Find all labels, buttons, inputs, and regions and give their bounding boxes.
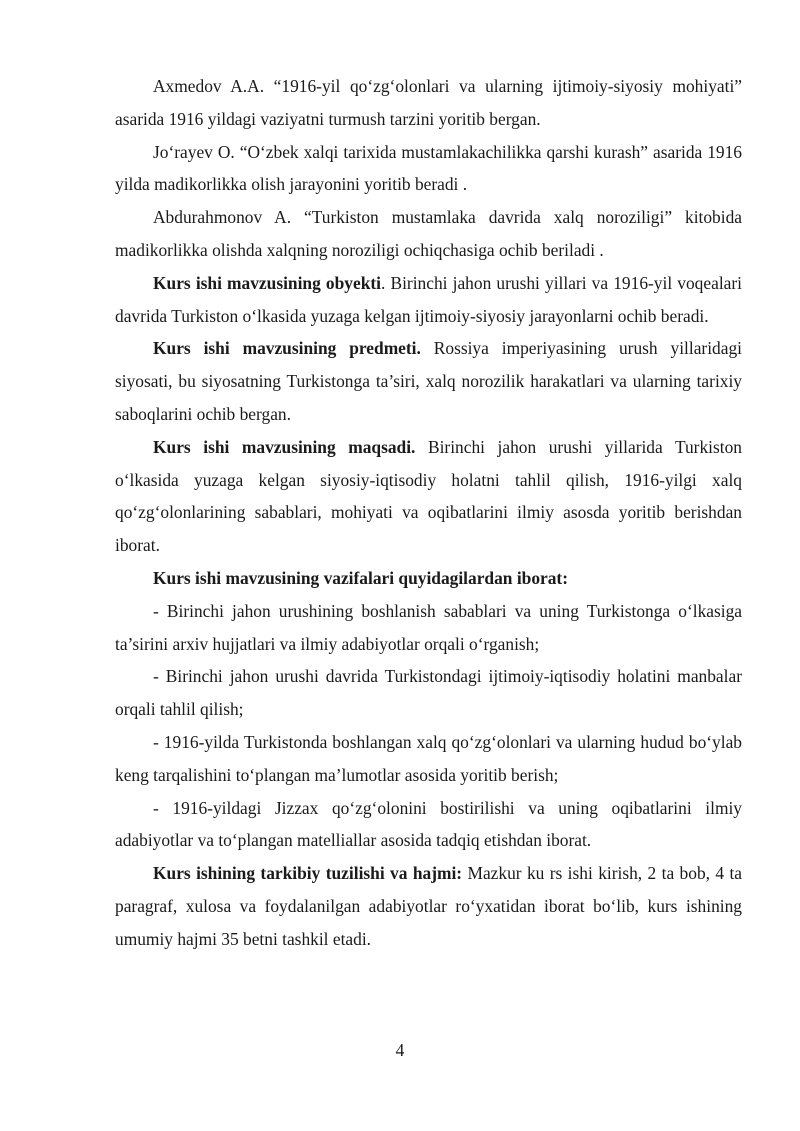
paragraph-heading: Kurs ishi mavzusining predmeti. xyxy=(153,338,421,359)
paragraph-text: Abdurahmonov A. “Turkiston mustamlaka davrida xalq noroziligi” kitobida madikorlikka olishda xalqning noroziligi ochiqchasiga ochib beriladi . xyxy=(115,207,742,260)
paragraph-heading: Kurs ishi mavzusining obyekti xyxy=(153,272,382,293)
page-number: 4 xyxy=(395,1040,405,1060)
list-item-text: - Birinchi jahon urushining boshlanish sabablari va uning Turkistonga o‘lkasiga ta’sirini arxiv hujjatlari va ilmiy adabiyotlar orqali o‘rganish; xyxy=(115,600,742,654)
paragraph-heading: Kurs ishi mavzusining maqsadi. xyxy=(153,436,416,457)
list-item xyxy=(115,792,742,858)
paragraph-vazifalar-heading xyxy=(115,562,742,595)
paragraph-jorayev xyxy=(115,136,742,202)
paragraph-heading: Kurs ishining tarkibiy tuzilishi va hajmi: xyxy=(153,863,463,884)
list-item-text: - 1916-yilda Turkistonda boshlangan xalq qo‘zg‘olonlari va ularning hudud bo‘ylab keng tarqalishini to‘plangan ma’lumotlar asosida yoritib berish; xyxy=(115,731,742,785)
paragraph-text: Jo‘rayev O. “O‘zbek xalqi tarixida mustamlakachilikka qarshi kurash” asarida 1916 yilda madikorlikka olish jarayonini yoritib beradi . xyxy=(115,141,742,195)
paragraph-abdurahmonov xyxy=(115,201,742,267)
list-item xyxy=(115,595,742,661)
list-item-text: - Birinchi jahon urushi davrida Turkistondagi ijtimoiy-iqtisodiy holatini manbalar orqali tahlil qilish; xyxy=(115,666,742,720)
document-body xyxy=(115,70,742,956)
paragraph-text: Birinchi jahon urushi yillarida Turkiston o‘lkasida yuzaga kelgan siyosiy-iqtisodiy holatni tahlil qilish, 1916-yilgi xalq qo‘zg‘olonlarining sabablari, mohiyati va oqibatlarini ilmiy asosda yoritib berishdan iborat. xyxy=(115,436,742,556)
paragraph-text: . Birinchi jahon urushi yillari va 1916-yil voqealari davrida Turkiston o‘lkasida yuzaga kelgan ijtimoiy-siyosiy jarayonlarni ochib beradi. xyxy=(115,272,742,326)
paragraph-heading: Kurs ishi mavzusining vazifalari quyidagilardan iborat: xyxy=(153,567,569,588)
list-item-text: - 1916-yildagi Jizzax qo‘zg‘olonini bostirilishi va uning oqibatlarini ilmiy adabiyotlar va to‘plangan matelliallar asosida tadqiq etishdan iborat. xyxy=(115,797,742,851)
paragraph-tuzilish xyxy=(115,857,742,955)
paragraph-text: Axmedov A.A. “1916-yil qo‘zg‘olonlari va ularning ijtimoiy-siyosiy mohiyati” asarida 1916 yildagi vaziyatni turmush tarzini yoritib bergan. xyxy=(115,76,742,129)
list-item xyxy=(115,726,742,792)
paragraph-obyekt xyxy=(115,267,742,333)
paragraph-maqsad xyxy=(115,431,742,562)
paragraph-text: Mazkur ku rs ishi kirish, 2 ta bob, 4 ta paragraf, xulosa va foydalanilgan adabiyotlar ro‘yxatidan iborat bo‘lib, kurs ishining umumiy hajmi 35 betni tashkil etadi. xyxy=(115,863,742,949)
list-item xyxy=(115,660,742,726)
paragraph-predmet xyxy=(115,332,742,430)
paragraph-text: Rossiya imperiyasining urush yillaridagi siyosati, bu siyosatning Turkistonga ta’siri, xalq norozilik harakatlari va ularning tarixiy saboqlarini ochib bergan. xyxy=(115,338,742,424)
paragraph-axmedov xyxy=(115,70,742,136)
